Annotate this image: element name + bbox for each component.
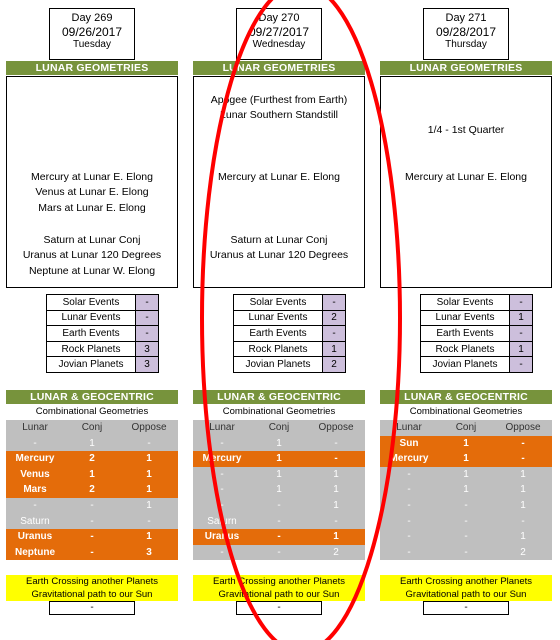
lunar-geocentric-header: LUNAR & GEOCENTRIC: [380, 390, 552, 404]
geometry-line: Saturn at Lunar Conj: [230, 234, 328, 246]
oppose-cell: -: [334, 437, 338, 449]
event-label: Earth Events: [47, 326, 136, 342]
weekday-label: Wednesday: [252, 38, 306, 50]
conj-cell: -: [90, 546, 94, 558]
geometry-line: Uranus at Lunar 120 Degrees: [209, 249, 349, 261]
geocentric-column-header: Conj: [455, 422, 477, 433]
event-label: Lunar Events: [234, 310, 323, 326]
geometry-line: Saturn at Lunar Conj: [43, 234, 141, 246]
event-count: -: [323, 295, 346, 311]
oppose-cell: -: [334, 453, 338, 465]
combinational-subtitle: Combinational Geometries: [35, 406, 149, 417]
event-label: Rock Planets: [234, 341, 323, 357]
planet-cell: -: [220, 484, 224, 496]
planet-cell: Uranus: [17, 531, 53, 543]
geocentric-row: [6, 514, 178, 530]
event-count: -: [136, 326, 159, 342]
conj-cell: 1: [463, 453, 469, 465]
oppose-cell: 1: [520, 499, 526, 511]
events-row: [234, 310, 346, 326]
geocentric-row: [193, 529, 365, 545]
date-label: 09/27/2017: [248, 24, 310, 39]
day-number: Day 271: [445, 12, 487, 24]
geocentric-header-row: [193, 420, 365, 436]
geocentric-row: [193, 482, 365, 498]
oppose-cell: 1: [333, 468, 339, 480]
earth-crossing-banner: [380, 575, 552, 601]
gravitational-path-line: Gravitational path to our Sun: [218, 589, 340, 600]
conj-cell: -: [464, 499, 468, 511]
geometry-line: Mercury at Lunar E. Elong: [218, 171, 340, 183]
lunar-geometries-box: [380, 76, 552, 288]
oppose-cell: -: [334, 515, 338, 527]
combinational-subtitle: Combinational Geometries: [409, 406, 523, 417]
planet-cell: Mercury: [202, 453, 242, 465]
geocentric-row: [193, 545, 365, 561]
geocentric-row: [380, 529, 552, 545]
geocentric-header-row: [380, 420, 552, 436]
oppose-cell: 1: [146, 499, 152, 511]
planet-cell: -: [407, 499, 411, 511]
day-number: Day 270: [258, 12, 300, 24]
oppose-cell: 3: [146, 546, 152, 558]
geocentric-row: [193, 451, 365, 467]
geocentric-row: [193, 514, 365, 530]
events-row: [234, 295, 346, 311]
conj-cell: -: [90, 499, 94, 511]
events-row: [421, 326, 533, 342]
geometry-line: Mars at Lunar E. Elong: [38, 202, 146, 214]
geocentric-row: [380, 545, 552, 561]
lunar-geocentric-header: LUNAR & GEOCENTRIC: [193, 390, 365, 404]
geocentric-row: [380, 514, 552, 530]
geocentric-row: [380, 498, 552, 514]
geometry-line: Neptune at Lunar W. Elong: [28, 265, 156, 277]
planet-cell: -: [33, 499, 37, 511]
geocentric-row: [193, 467, 365, 483]
planet-cell: -: [220, 437, 224, 449]
geocentric-row: [380, 451, 552, 467]
geocentric-row: [6, 482, 178, 498]
conj-cell: 1: [89, 437, 95, 449]
events-table: [233, 294, 346, 373]
earth-crossing-banner: [6, 575, 178, 601]
events-row: [421, 310, 533, 326]
conj-cell: -: [277, 531, 281, 543]
earth-crossing-banner: [193, 575, 365, 601]
crossing-count-box: -: [423, 601, 509, 615]
conj-cell: 1: [89, 468, 95, 480]
event-label: Jovian Planets: [421, 357, 510, 373]
planet-cell: Venus: [20, 468, 50, 480]
day-header-box: [236, 8, 322, 60]
event-count: 1: [323, 341, 346, 357]
event-label: Earth Events: [421, 326, 510, 342]
events-row: [47, 326, 159, 342]
conj-cell: -: [90, 531, 94, 543]
events-row: [234, 357, 346, 373]
crossing-count-box: -: [49, 601, 135, 615]
geocentric-row: [380, 467, 552, 483]
geocentric-row: [380, 436, 552, 452]
geocentric-row: [380, 482, 552, 498]
event-label: Lunar Events: [421, 310, 510, 326]
oppose-cell: -: [521, 515, 525, 527]
oppose-cell: 1: [520, 468, 526, 480]
oppose-cell: 1: [520, 484, 526, 496]
event-count: -: [510, 326, 533, 342]
geometry-line: Mercury at Lunar E. Elong: [405, 171, 527, 183]
geocentric-column-header: Lunar: [396, 422, 422, 433]
planet-cell: Saturn: [207, 515, 237, 527]
event-count: 2: [323, 310, 346, 326]
event-count: 3: [136, 341, 159, 357]
event-count: -: [136, 295, 159, 311]
oppose-cell: 1: [146, 484, 152, 496]
oppose-cell: 1: [146, 453, 152, 465]
geometry-line: Uranus at Lunar 120 Degrees: [22, 249, 162, 261]
gravitational-path-line: Gravitational path to our Sun: [31, 589, 153, 600]
planet-cell: -: [220, 468, 224, 480]
planet-cell: Mars: [23, 484, 47, 496]
event-label: Jovian Planets: [234, 357, 323, 373]
oppose-cell: 1: [333, 484, 339, 496]
lunar-geometries-header: LUNAR GEOMETRIES: [6, 61, 178, 75]
geometry-line: Apogee (Furthest from Earth): [210, 94, 348, 106]
combinational-subtitle: Combinational Geometries: [222, 406, 336, 417]
conj-cell: 1: [276, 484, 282, 496]
oppose-cell: 1: [146, 468, 152, 480]
geometry-line: Venus at Lunar E. Elong: [35, 186, 149, 198]
event-label: Jovian Planets: [47, 357, 136, 373]
event-label: Rock Planets: [421, 341, 510, 357]
geometry-line: Mercury at Lunar E. Elong: [31, 171, 153, 183]
event-label: Solar Events: [421, 295, 510, 311]
planet-cell: Mercury: [15, 453, 55, 465]
events-row: [47, 310, 159, 326]
geocentric-column-header: Oppose: [131, 422, 167, 433]
planet-cell: -: [407, 484, 411, 496]
conj-cell: 1: [276, 453, 282, 465]
planet-cell: -: [407, 546, 411, 558]
lunar-geometries-header: LUNAR GEOMETRIES: [380, 61, 552, 75]
planet-cell: Mercury: [389, 453, 429, 465]
weekday-label: Thursday: [445, 38, 487, 50]
events-row: [234, 341, 346, 357]
geocentric-row: [6, 498, 178, 514]
earth-crossing-line: Earth Crossing another Planets: [399, 576, 533, 587]
oppose-cell: -: [147, 437, 151, 449]
oppose-cell: 1: [333, 531, 339, 543]
conj-cell: 1: [463, 484, 469, 496]
events-row: [47, 295, 159, 311]
day-header-box: [49, 8, 135, 60]
event-label: Solar Events: [234, 295, 323, 311]
events-row: [234, 326, 346, 342]
oppose-cell: -: [147, 515, 151, 527]
event-label: Lunar Events: [47, 310, 136, 326]
planet-cell: -: [407, 531, 411, 543]
event-count: -: [510, 295, 533, 311]
event-label: Solar Events: [47, 295, 136, 311]
geocentric-column-header: Oppose: [505, 422, 541, 433]
geocentric-table: [380, 420, 552, 560]
planet-cell: Saturn: [20, 515, 50, 527]
conj-cell: -: [464, 546, 468, 558]
geocentric-row: [6, 529, 178, 545]
geocentric-column-header: Conj: [268, 422, 290, 433]
oppose-cell: -: [521, 453, 525, 465]
events-table: [46, 294, 159, 373]
planet-cell: -: [33, 437, 37, 449]
event-count: -: [136, 310, 159, 326]
event-count: 1: [510, 310, 533, 326]
date-label: 09/28/2017: [435, 24, 497, 39]
oppose-cell: 1: [146, 531, 152, 543]
oppose-cell: 1: [333, 499, 339, 511]
geocentric-row: [193, 436, 365, 452]
lunar-geometries-header: LUNAR GEOMETRIES: [193, 61, 365, 75]
geocentric-table: [193, 420, 365, 560]
oppose-cell: 2: [333, 546, 339, 558]
conj-cell: 1: [463, 468, 469, 480]
planet-cell: -: [407, 468, 411, 480]
planet-cell: -: [407, 515, 411, 527]
conj-cell: 1: [276, 468, 282, 480]
geocentric-column-header: Oppose: [318, 422, 354, 433]
planet-cell: Uranus: [204, 531, 240, 543]
event-count: -: [323, 326, 346, 342]
geocentric-row: [6, 467, 178, 483]
planet-cell: Sun: [399, 437, 419, 449]
events-row: [47, 357, 159, 373]
date-label: 09/26/2017: [61, 24, 123, 39]
geocentric-row: [6, 451, 178, 467]
conj-cell: -: [277, 515, 281, 527]
oppose-cell: -: [521, 437, 525, 449]
geocentric-row: [193, 498, 365, 514]
crossing-count-box: -: [236, 601, 322, 615]
events-row: [421, 357, 533, 373]
event-count: -: [510, 357, 533, 373]
events-table: [420, 294, 533, 373]
planet-cell: Neptune: [15, 546, 55, 558]
event-label: Rock Planets: [47, 341, 136, 357]
conj-cell: 2: [89, 453, 95, 465]
planet-cell: -: [220, 499, 224, 511]
earth-crossing-line: Earth Crossing another Planets: [25, 576, 159, 587]
geocentric-column-header: Lunar: [22, 422, 48, 433]
day-number: Day 269: [71, 12, 113, 24]
events-row: [421, 295, 533, 311]
lunar-geometries-box: [193, 76, 365, 288]
geocentric-row: [6, 436, 178, 452]
conj-cell: 1: [276, 437, 282, 449]
planet-cell: -: [220, 546, 224, 558]
geocentric-column-header: Lunar: [209, 422, 235, 433]
weekday-label: Tuesday: [73, 38, 111, 50]
geocentric-row: [6, 545, 178, 561]
conj-cell: -: [277, 499, 281, 511]
lunar-geometries-box: [6, 76, 178, 288]
event-label: Earth Events: [234, 326, 323, 342]
conj-cell: -: [90, 515, 94, 527]
geocentric-header-row: [6, 420, 178, 436]
event-count: 2: [323, 357, 346, 373]
day-header-box: [423, 8, 509, 60]
geocentric-column-header: Conj: [81, 422, 103, 433]
conj-cell: -: [464, 531, 468, 543]
lunar-geocentric-header: LUNAR & GEOCENTRIC: [6, 390, 178, 404]
conj-cell: -: [277, 546, 281, 558]
conj-cell: 2: [89, 484, 95, 496]
oppose-cell: 2: [520, 546, 526, 558]
event-count: 3: [136, 357, 159, 373]
events-row: [47, 341, 159, 357]
event-count: 1: [510, 341, 533, 357]
earth-crossing-line: Earth Crossing another Planets: [212, 576, 346, 587]
geocentric-table: [6, 420, 178, 560]
geometry-line: 1/4 - 1st Quarter: [427, 124, 505, 136]
conj-cell: -: [464, 515, 468, 527]
gravitational-path-line: Gravitational path to our Sun: [405, 589, 527, 600]
oppose-cell: 1: [520, 531, 526, 543]
geometry-line: Lunar Southern Standstill: [220, 109, 338, 121]
events-row: [421, 341, 533, 357]
conj-cell: 1: [463, 437, 469, 449]
